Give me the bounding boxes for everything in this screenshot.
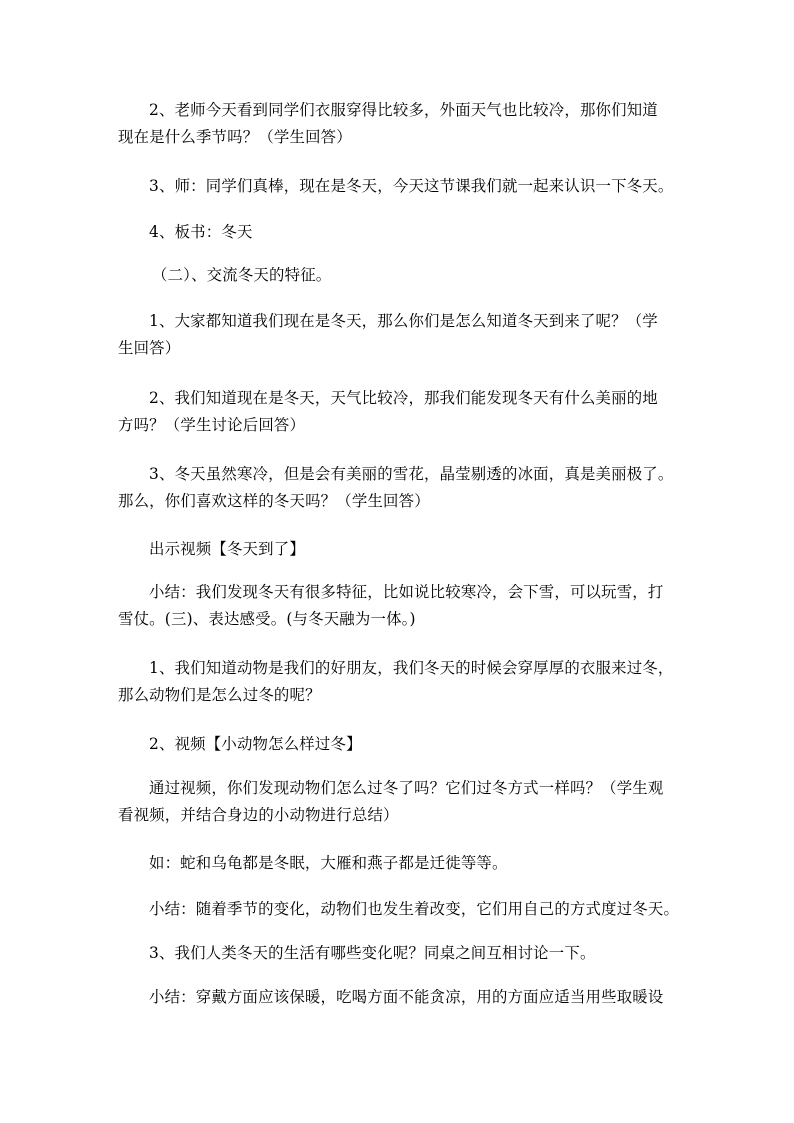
- paragraph-line: 方吗？（学生讨论后回答）: [118, 416, 306, 434]
- paragraph-14: [118, 896, 688, 923]
- paragraph-2: [118, 173, 688, 200]
- paragraph-line: 3、师：同学们真棒，现在是冬天，今天这节课我们就一起来认识一下冬天。: [149, 177, 674, 195]
- paragraph-line: 3、冬天虽然寒冷，但是会有美丽的雪花，晶莹剔透的冰面，真是美丽极了。: [149, 465, 674, 483]
- paragraph-line: 看视频，并结合身边的小动物进行总结）: [118, 806, 399, 824]
- paragraph-9: [118, 579, 688, 633]
- paragraph-line: 雪仗。(三)、表达感受。(与冬天融为一体。): [118, 610, 416, 628]
- paragraph-line: 生回答）: [118, 339, 181, 357]
- paragraph-line: 2、我们知道现在是冬天，天气比较冷，那我们能发现冬天有什么美丽的地: [149, 389, 658, 407]
- paragraph-line: 2、视频【小动物怎么样过冬】: [149, 735, 362, 753]
- section-heading: （二）、交流冬天的特征。: [152, 266, 332, 284]
- paragraph-5: [118, 308, 688, 362]
- paragraph-7: [118, 461, 688, 515]
- paragraph-1: [118, 97, 688, 151]
- paragraph-3: [118, 219, 688, 246]
- paragraph-line: 1、大家都知道我们现在是冬天，那么你们是怎么知道冬天到来了呢？（学: [149, 312, 658, 330]
- paragraph-6: [118, 385, 688, 439]
- paragraph-line: 4、板书：冬天: [149, 223, 253, 241]
- paragraph-10: [118, 655, 688, 709]
- paragraph-12: [118, 775, 688, 829]
- paragraph-15: [118, 940, 688, 967]
- paragraph-line: 3、我们人类冬天的生活有哪些变化呢？同桌之间互相讨论一下。: [149, 944, 596, 962]
- paragraph-line: 1、我们知道动物是我们的好朋友，我们冬天的时候会穿厚厚的衣服来过冬，: [149, 659, 674, 677]
- paragraph-line: 小结：穿戴方面应该保暖，吃喝方面不能贪凉，用的方面应适当用些取暖设: [149, 988, 664, 1006]
- paragraph-13: [118, 850, 688, 877]
- paragraph-line: 小结：我们发现冬天有很多特征，比如说比较寒冷，会下雪，可以玩雪，打: [149, 583, 664, 601]
- paragraph-11: [118, 731, 688, 758]
- paragraph-line: 小结：随着季节的变化，动物们也发生着改变，它们用自己的方式度过冬天。: [149, 900, 680, 918]
- paragraph-8: [118, 536, 688, 563]
- paragraph-line: 出示视频【冬天到了】: [149, 540, 305, 558]
- paragraph-line: 那么，你们喜欢这样的冬天吗？（学生回答）: [118, 492, 430, 510]
- section-heading-2: [118, 262, 688, 289]
- paragraph-line: 通过视频，你们发现动物们怎么过冬了吗？它们过冬方式一样吗？（学生观: [149, 779, 664, 797]
- paragraph-line: 2、老师今天看到同学们衣服穿得比较多，外面天气也比较冷，那你们知道: [149, 101, 658, 119]
- paragraph-16: [118, 984, 688, 1011]
- paragraph-line: 如：蛇和乌龟都是冬眠，大雁和燕子都是迁徙等等。: [149, 854, 508, 872]
- paragraph-line: 那么动物们是怎么过冬的呢？: [118, 686, 321, 704]
- paragraph-line: 现在是什么季节吗？（学生回答）: [118, 128, 352, 146]
